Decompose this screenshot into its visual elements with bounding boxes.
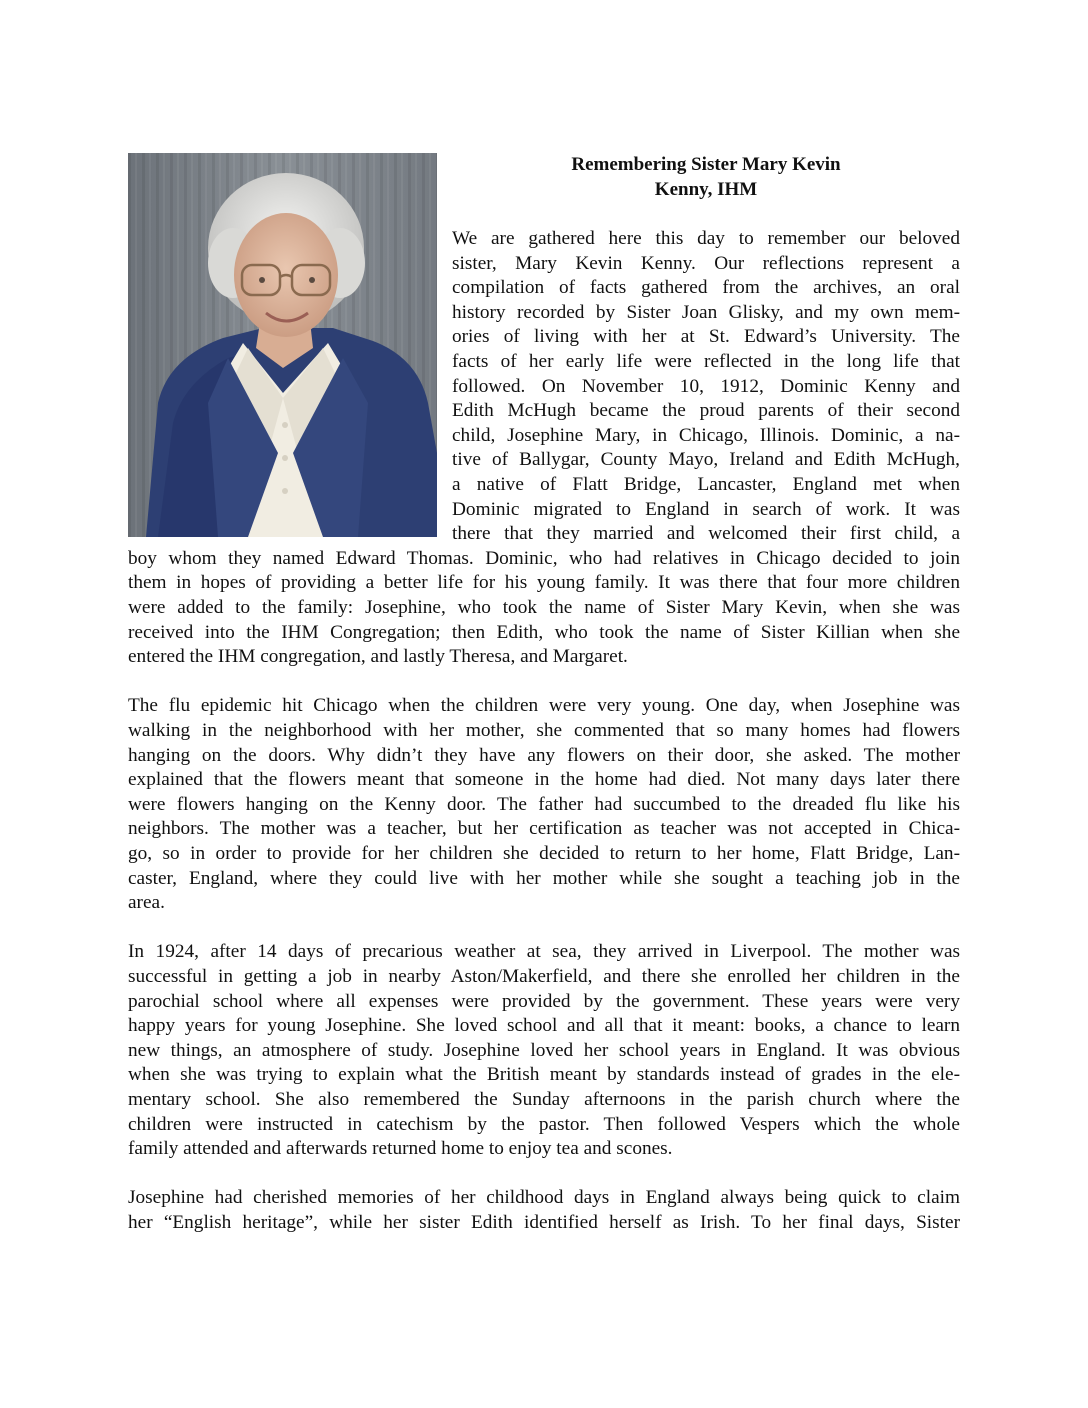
text-line: history recorded by Sister Joan Glisky, and my own mem- [452, 301, 960, 323]
text-line: her “English heritage”, while her sister Edith identified herself as Irish. To her final days, Sister [128, 1212, 960, 1233]
text-line: caster, England, where they could live with her mother while she sought a teaching job in the [128, 867, 960, 889]
text-line: entered the IHM congregation, and lastly Theresa, and Margaret. [128, 646, 628, 668]
text-line: were flowers hanging on the Kenny door. The father had succumbed to the dreaded flu like his [128, 793, 960, 815]
text-line: received into the IHM Congregation; then Edith, who took the name of Sister Killian when she [128, 621, 960, 643]
text-line: mentary school. She also remembered the Sunday afternoons in the parish church where the [128, 1089, 960, 1110]
text-line: when she was trying to explain what the British meant by standards instead of grades in the ele- [128, 1064, 960, 1086]
text-line: hanging on the doors. Why didn’t they have any flowers on their door, she asked. The mother [128, 744, 960, 766]
text-line: tive of Ballygar, County Mayo, Ireland and Edith McHugh, [452, 449, 960, 471]
text-line: go, so in order to provide for her children she decided to return to her home, Flatt Bridge, Lan- [128, 843, 960, 864]
text-line: sister, Mary Kevin Kenny. Our reflections represent a [452, 252, 960, 274]
text-line: child, Josephine Mary, in Chicago, Illinois. Dominic, a na- [452, 424, 960, 446]
text-line: The flu epidemic hit Chicago when the children were very young. One day, when Josephine was [128, 695, 960, 717]
text-line: area. [128, 892, 165, 914]
text-line: ories of living with her at St. Edward’s University. The [452, 326, 960, 348]
text-line: walking in the neighborhood with her mother, she commented that so many homes had flowers [128, 720, 960, 741]
text-line: successful in getting a job in nearby Aston/Makerfield, and there she enrolled her children in the [128, 966, 960, 987]
text-line: boy whom they named Edward Thomas. Dominic, who had relatives in Chicago decided to join [128, 547, 960, 569]
text-line: them in hopes of providing a better life for his young family. It was there that four more children [128, 572, 960, 594]
portrait-photo [128, 153, 437, 537]
text-line: family attended and afterwards returned home to enjoy tea and scones. [128, 1138, 673, 1160]
text-line: there that they married and welcomed their first child, a [452, 523, 960, 545]
text-line: compilation of facts gathered from the archives, an oral [452, 277, 960, 299]
text-line: neighbors. The mother was a teacher, but her certification as teacher was not accepted in Chica- [128, 818, 960, 840]
text-line: explained that the flowers meant that someone in the home had died. Not many days later there [128, 769, 960, 791]
text-line: new things, an atmosphere of study. Josephine loved her school years in England. It was obvious [128, 1039, 960, 1061]
text-line: In 1924, after 14 days of precarious weather at sea, they arrived in Liverpool. The mother was [128, 941, 960, 963]
title-line-1: Remembering Sister Mary Kevin [571, 154, 841, 175]
text-line: We are gathered here this day to remember our beloved [452, 228, 960, 249]
document-title [452, 153, 960, 202]
text-line: Josephine had cherished memories of her childhood days in England always being quick to claim [128, 1187, 960, 1209]
text-line: a native of Flatt Bridge, Lancaster, England met when [452, 474, 960, 495]
text-line: Dominic migrated to England in search of work. It was [452, 498, 960, 520]
text-line: Edith McHugh became the proud parents of their second [452, 400, 960, 422]
portrait-photo-icon [128, 153, 437, 537]
text-line: facts of her early life were reflected in the long life that [452, 351, 960, 372]
title-line-2: Kenny, IHM [654, 178, 758, 200]
text-line: parochial school where all expenses were provided by the government. These years were very [128, 990, 960, 1012]
text-line: children were instructed in catechism by the pastor. Then followed Vespers which the whole [128, 1113, 960, 1135]
text-line: followed. On November 10, 1912, Dominic Kenny and [452, 375, 960, 397]
text-line: were added to the family: Josephine, who took the name of Sister Mary Kevin, when she was [128, 597, 960, 618]
text-line: happy years for young Josephine. She loved school and all that it meant: books, a chance to learn [128, 1015, 960, 1037]
